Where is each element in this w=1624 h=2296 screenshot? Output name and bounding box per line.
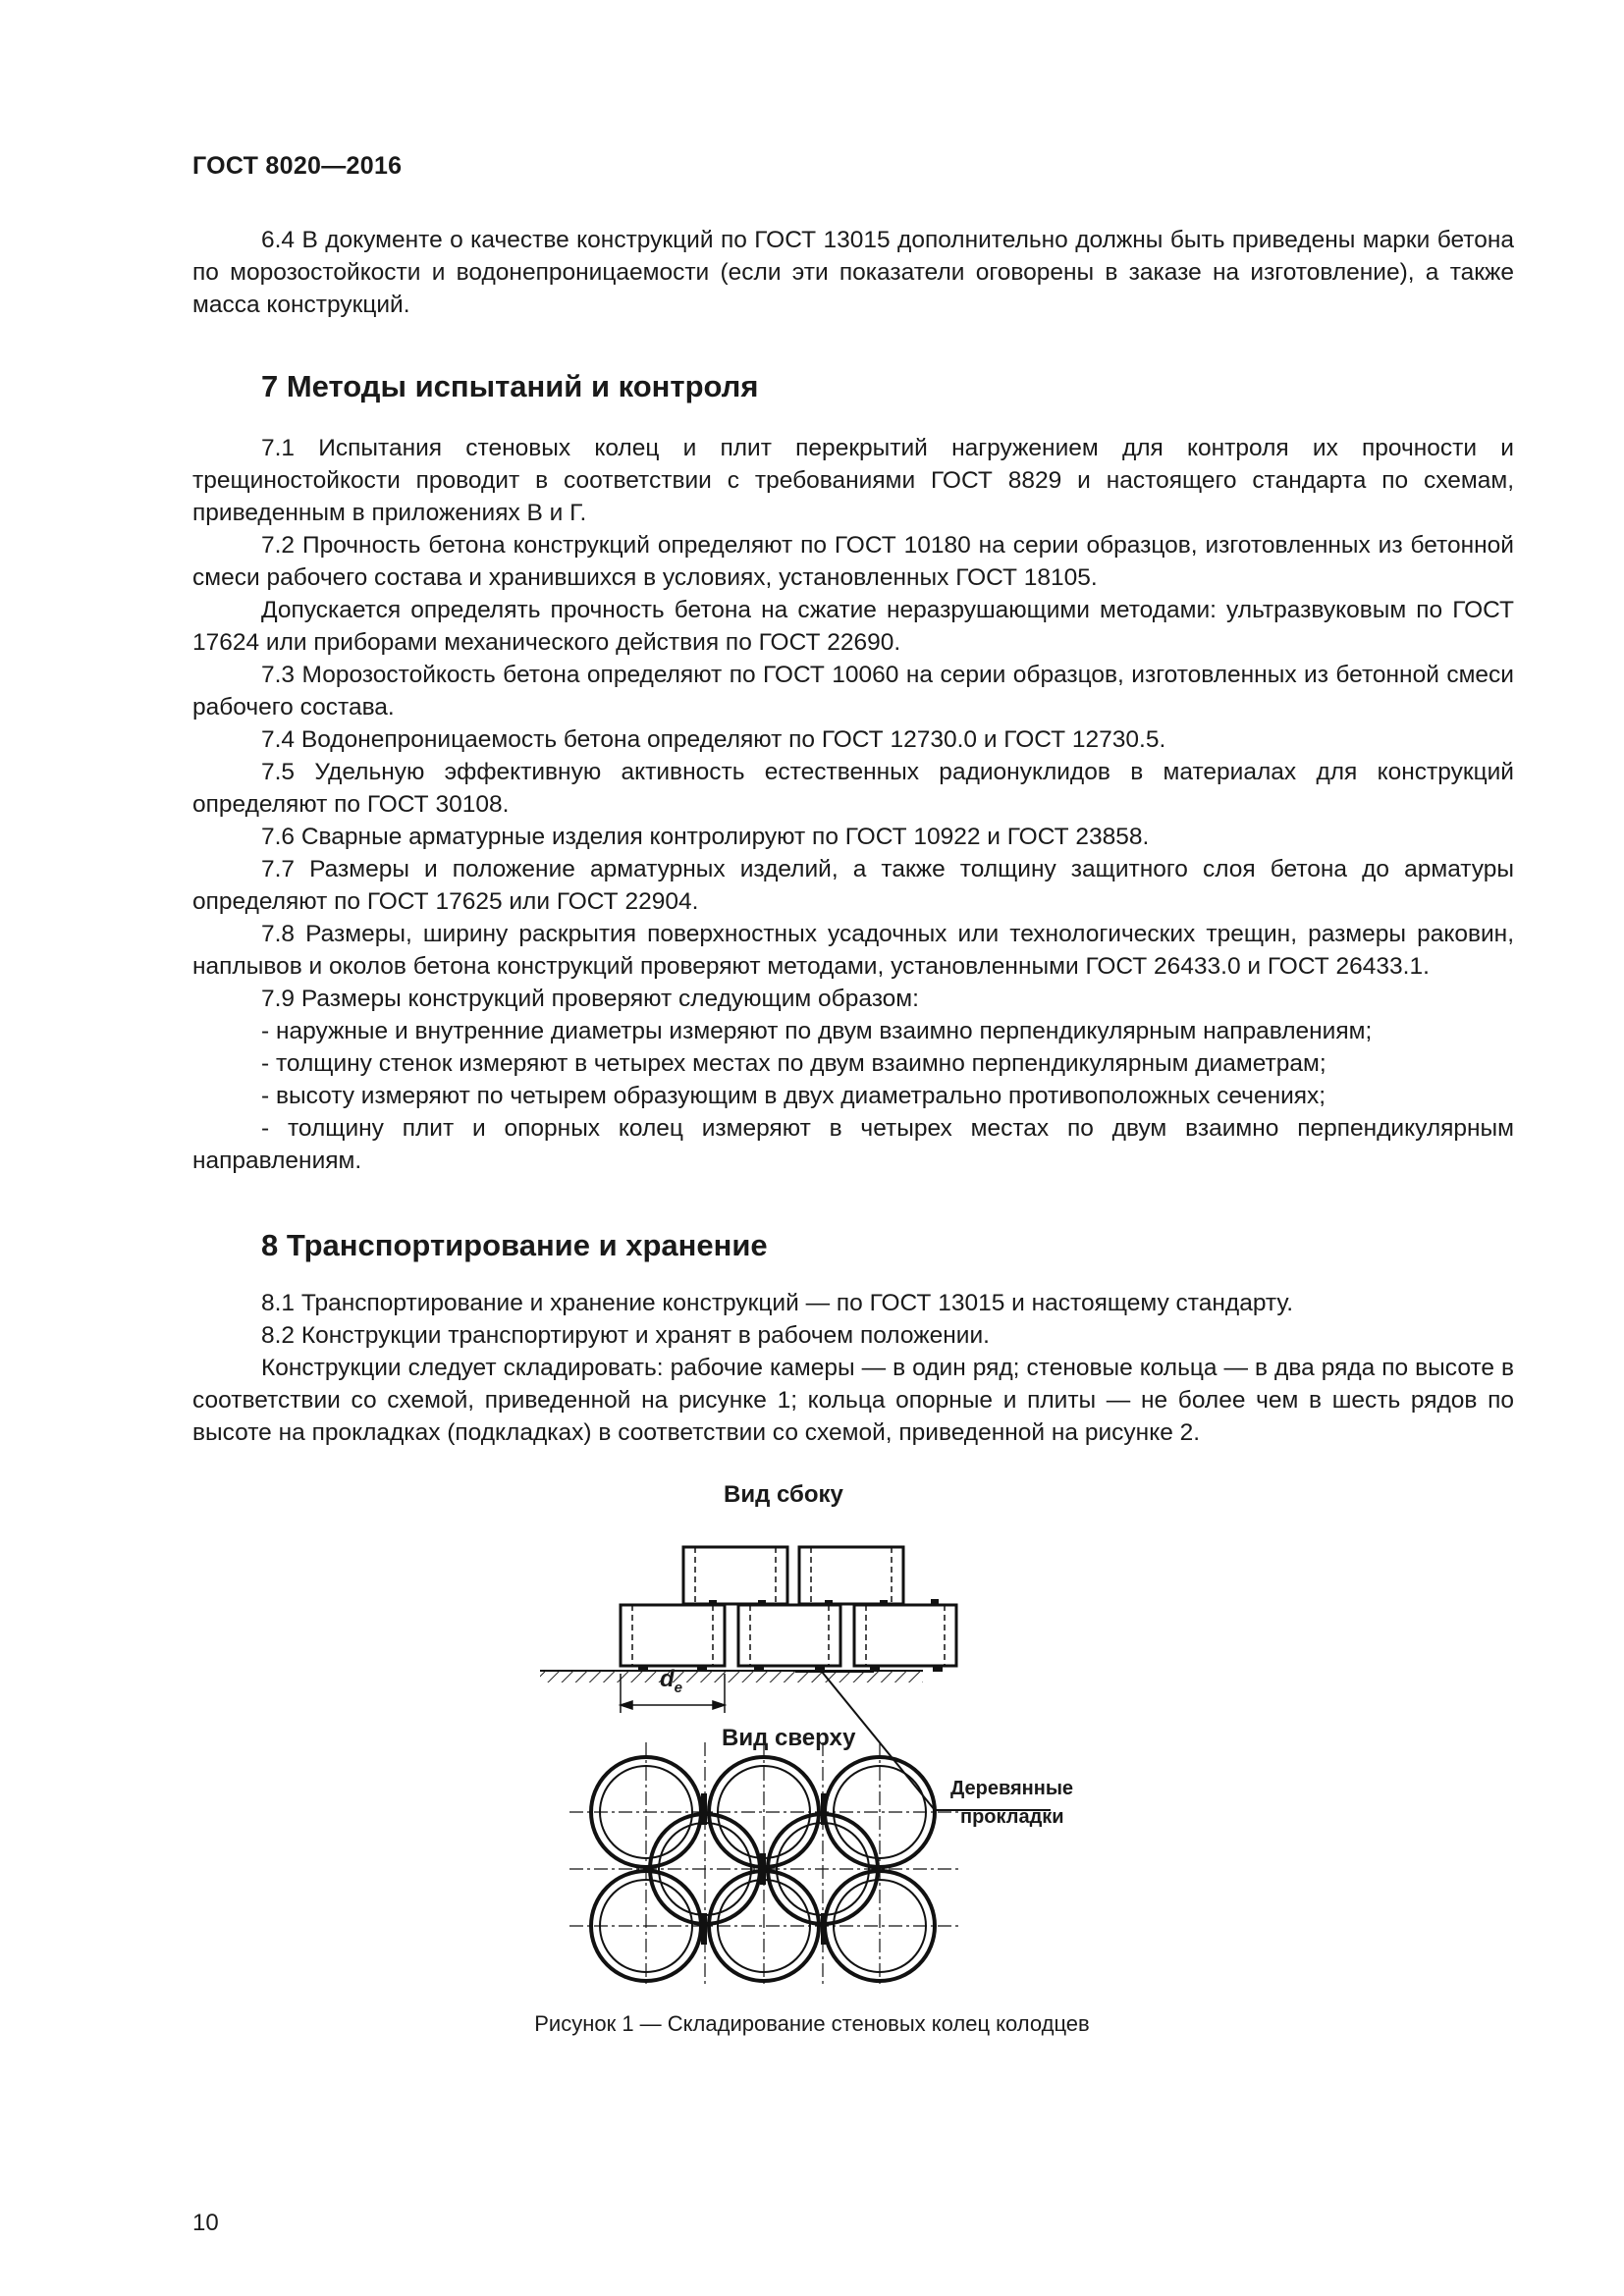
- paragraph-6-4: 6.4 В документе о качестве конструкций по ГОСТ 13015 дополнительно должны быть приведены марки бетона по морозостойкости и водонепроницаемости (если эти показатели оговорены в заказе на изготовление), а также масса конструкций.: [192, 227, 1514, 318]
- top-view-label: Вид сверху: [722, 1725, 856, 1751]
- side-view-rings: [621, 1547, 956, 1666]
- paragraph-7-9: 7.9 Размеры конструкций проверяют следующим образом:: [261, 986, 919, 1012]
- figure-1-drawing: [530, 1477, 1218, 1988]
- section-8-block: [192, 1226, 1514, 1449]
- list-item-diameters: - наружные и внутренние диаметры измеряют по двум взаимно перпендикулярным направлениям;: [261, 1018, 1373, 1044]
- paragraph-8-2-note: Конструкции следует складировать: рабочие камеры — в один ряд; стеновые кольца — в два ряда по высоте в соответствии со схемой, приведенной на рисунке 1; кольца опорные и плиты — не более чем в шесть рядов по высоте на прокладках (подкладках) в соответствии со схемой, приведенной на рисунке 2.: [192, 1355, 1514, 1446]
- paragraph-7-3: 7.3 Морозостойкость бетона определяют по ГОСТ 10060 на серии образцов, изготовленных из бетонной смеси рабочего состава.: [192, 662, 1514, 721]
- callout-label-line1: Деревянные: [950, 1778, 1074, 1799]
- figure-1: [530, 1477, 1218, 1988]
- paragraph-7-5: 7.5 Удельную эффективную активность естественных радионуклидов в материалах для конструкций определяют по ГОСТ 30108.: [192, 759, 1514, 818]
- page-number: 10: [192, 2210, 219, 2236]
- document-header: ГОСТ 8020—2016: [192, 152, 403, 180]
- paragraph-7-2: 7.2 Прочность бетона конструкций определяют по ГОСТ 10180 на серии образцов, изготовленных из бетонной смеси рабочего состава и хранившихся в условиях, установленных ГОСТ 18105.: [192, 532, 1514, 591]
- section-6-block: [192, 224, 1514, 321]
- paragraph-7-1: 7.1 Испытания стеновых колец и плит перекрытий нагружением для контроля их прочности и трещиностойкости проводит в соответствии с требованиями ГОСТ 8829 и настоящего стандарта по схемам, приведенным в приложениях В и Г.: [192, 435, 1514, 526]
- dimension-de-label: $d_e$: [660, 1666, 683, 1696]
- paragraph-8-1: 8.1 Транспортирование и хранение конструкций — по ГОСТ 13015 и настоящему стандарту.: [261, 1290, 1294, 1316]
- paragraph-7-8: 7.8 Размеры, ширину раскрытия поверхностных усадочных или технологических трещин, размеры раковин, наплывов и околов бетона конструкций проверяют методами, установленными ГОСТ 26433.0 и ГОСТ 26433.1.: [192, 921, 1514, 980]
- callout-label-line2: прокладки: [960, 1806, 1064, 1828]
- section-7-block: [192, 367, 1514, 1177]
- section-7-heading: 7 Методы испытаний и контроля: [261, 369, 759, 403]
- paragraph-8-2: 8.2 Конструкции транспортируют и хранят в рабочем положении.: [261, 1322, 990, 1349]
- section-8-heading: 8 Транспортирование и хранение: [261, 1228, 768, 1262]
- side-view-label: Вид сбоку: [724, 1481, 843, 1508]
- list-item-height: - высоту измеряют по четырем образующим в двух диаметрально противоположных сечениях;: [261, 1083, 1326, 1109]
- paragraph-7-2-note: Допускается определять прочность бетона на сжатие неразрушающими методами: ультразвуковым по ГОСТ 17624 или приборами механического действия по ГОСТ 22690.: [192, 597, 1514, 656]
- list-item-plate-thickness: - толщину плит и опорных колец измеряют в четырех местах по двум взаимно перпендикулярным направлениям.: [192, 1115, 1514, 1174]
- figure-1-caption: Рисунок 1 — Складирование стеновых колец колодцев: [534, 2011, 1090, 2036]
- list-item-wall-thickness: - толщину стенок измеряют в четырех местах по двум взаимно перпендикулярным диаметрам;: [261, 1050, 1326, 1077]
- paragraph-7-6: 7.6 Сварные арматурные изделия контролируют по ГОСТ 10922 и ГОСТ 23858.: [261, 824, 1150, 850]
- paragraph-7-7: 7.7 Размеры и положение арматурных изделий, а также толщину защитного слоя бетона до арматуры определяют по ГОСТ 17625 или ГОСТ 22904.: [192, 856, 1514, 915]
- paragraph-7-4: 7.4 Водонепроницаемость бетона определяют по ГОСТ 12730.0 и ГОСТ 12730.5.: [261, 726, 1166, 753]
